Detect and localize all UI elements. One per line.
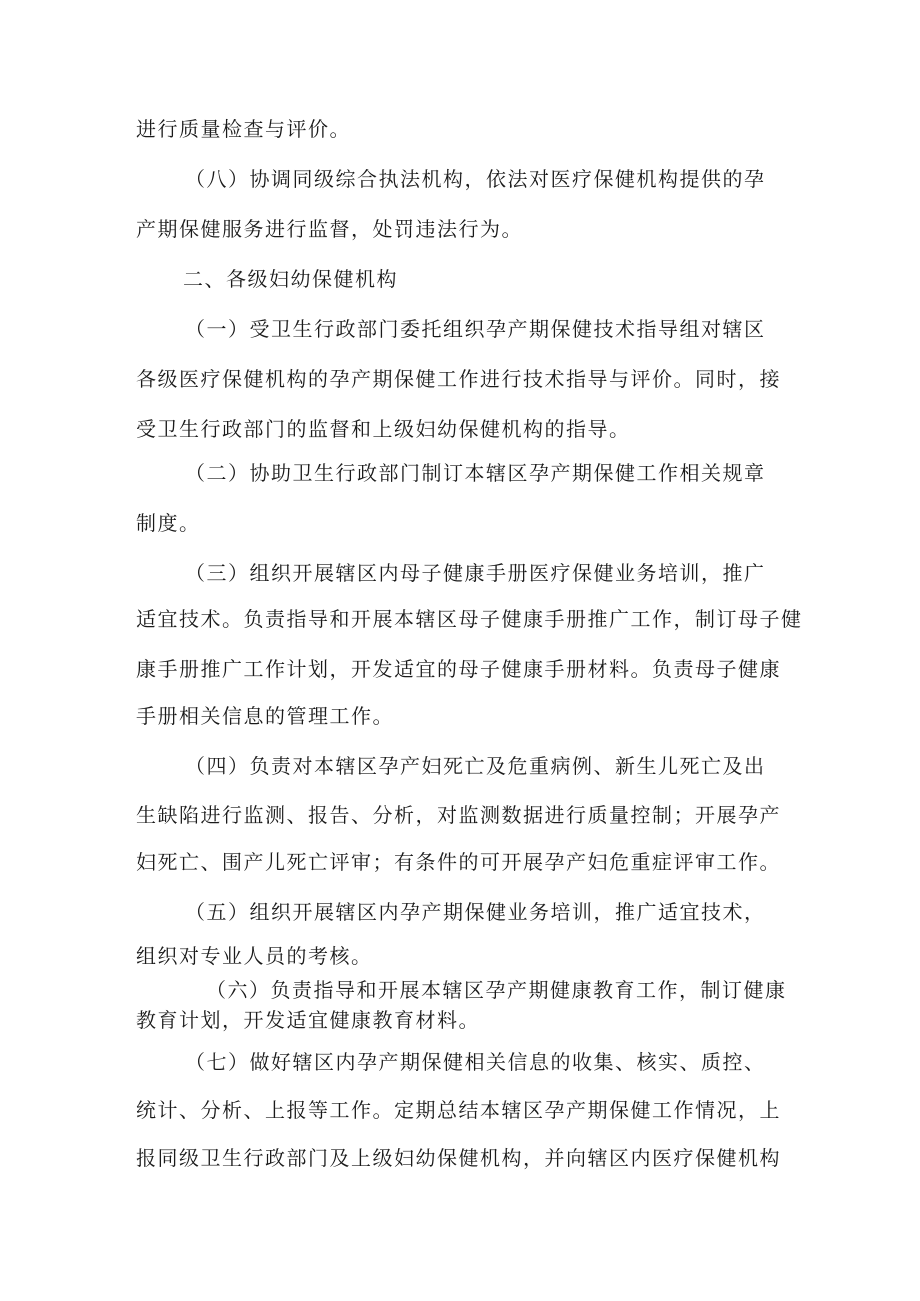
text-line: 报同级卫生行政部门及上级妇幼保健机构，并向辖区内医疗保健机构 [136,1146,781,1170]
text-line: （三）组织开展辖区内母子健康手册医疗保健业务培训，推广 [185,561,766,585]
text-line: 妇死亡、围产儿死亡评审；有条件的可开展孕产妇危重症评审工作。 [136,850,781,874]
text-line: （五）组织开展辖区内孕产期保健业务培训，推广适宜技术， [185,900,766,924]
text-line: 手册相关信息的管理工作。 [136,704,394,728]
text-line: 康手册推广工作计划，开发适宜的母子健康手册材料。负责母子健康 [136,657,781,681]
text-line: （二）协助卫生行政部门制订本辖区孕产期保健工作相关规章 [185,461,766,485]
text-line: 适宜技术。负责指导和开展本辖区母子健康手册推广工作，制订母子健 [136,607,803,631]
text-line: 统计、分析、上报等工作。定期总结本辖区孕产期保健工作情况，上 [136,1098,781,1122]
text-line: 教育计划，开发适宜健康教育材料。 [136,1008,480,1032]
text-line: （七）做好辖区内孕产期保健相关信息的收集、核实、质控、 [185,1050,766,1074]
section-heading: 二、各级妇幼保健机构 [183,267,398,291]
text-line: 生缺陷进行监测、报告、分析，对监测数据进行质量控制；开展孕产 [136,803,781,827]
text-line: 产期保健服务进行监督，处罚违法行为。 [136,217,523,241]
text-line: （八）协调同级综合执法机构，依法对医疗保健机构提供的孕 [185,167,766,191]
text-line: （四）负责对本辖区孕产妇死亡及危重病例、新生儿死亡及出 [185,754,766,778]
text-line: 受卫生行政部门的监督和上级妇幼保健机构的指导。 [136,417,631,441]
text-line: 组织对专业人员的考核。 [136,944,373,968]
text-line: （一）受卫生行政部门委托组织孕产期保健技术指导组对辖区 [185,317,766,341]
text-line: （六）负责指导和开展本辖区孕产期健康教育工作，制订健康 [206,978,787,1002]
text-line: 制度。 [136,511,201,535]
text-line: 进行质量检查与评价。 [136,117,351,141]
text-line: 各级医疗保健机构的孕产期保健工作进行技术指导与评价。同时，接 [136,367,781,391]
